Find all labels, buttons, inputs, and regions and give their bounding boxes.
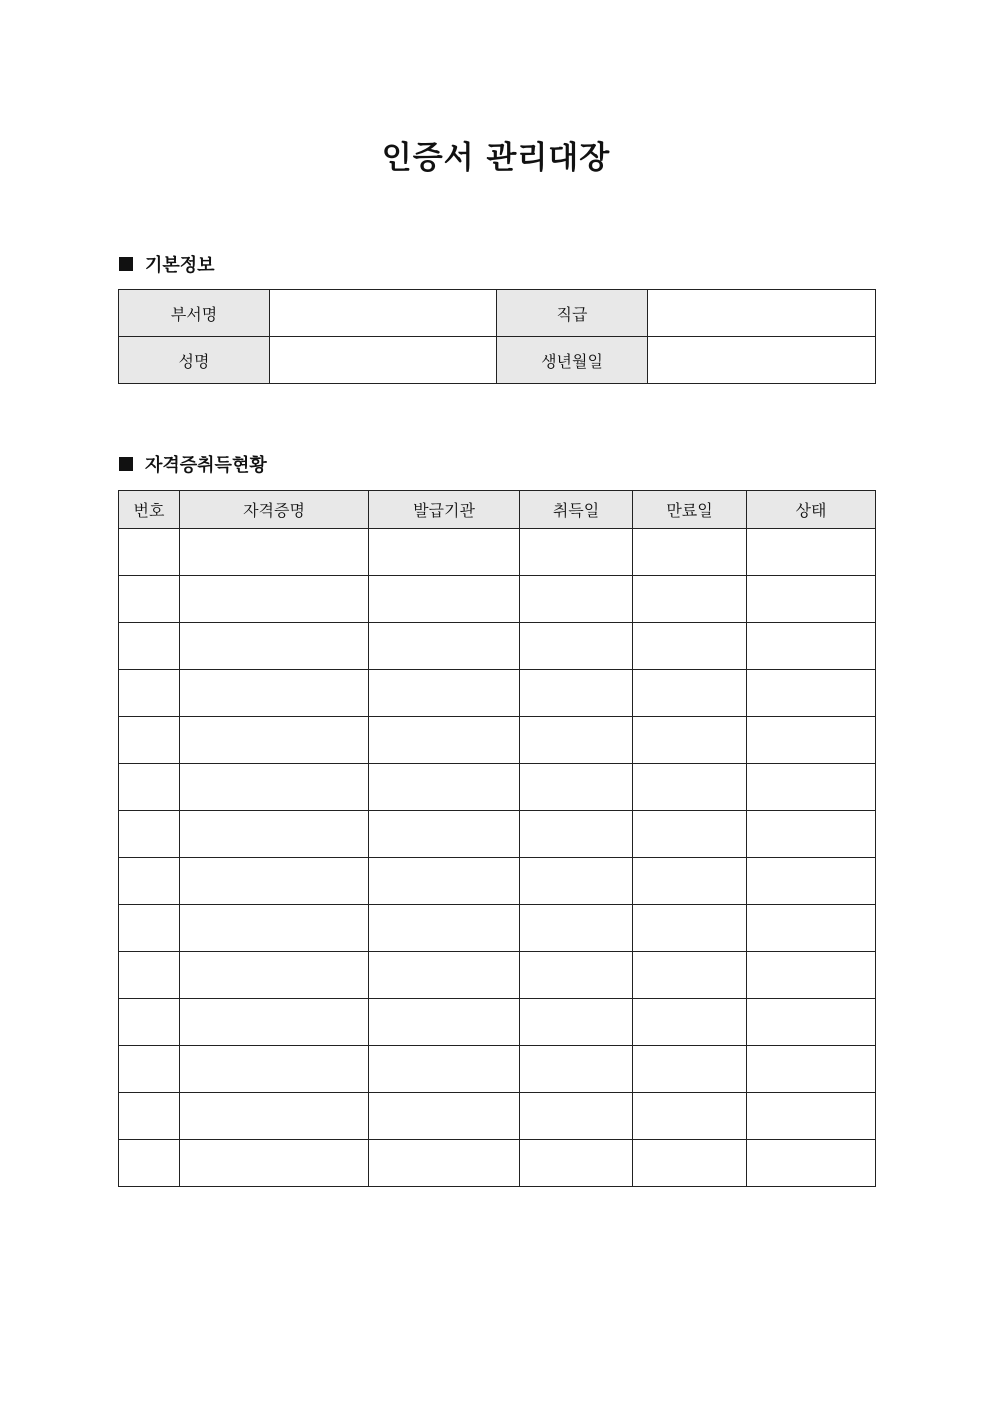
status-cell[interactable] <box>747 623 876 670</box>
acquired-date-cell[interactable] <box>520 717 633 764</box>
table-row <box>119 1046 876 1093</box>
issuer-cell[interactable] <box>369 529 520 576</box>
table-header-row <box>119 491 876 529</box>
status-cell[interactable] <box>747 999 876 1046</box>
acquired-date-cell[interactable] <box>520 999 633 1046</box>
table-row <box>119 811 876 858</box>
table-row <box>119 764 876 811</box>
section-heading-label: 자격증취득현황 <box>145 455 267 476</box>
certificate-name-cell[interactable] <box>180 623 369 670</box>
number-cell[interactable] <box>119 811 180 858</box>
birthdate-field[interactable] <box>648 337 876 384</box>
expiry-date-cell[interactable] <box>633 529 747 576</box>
issuer-cell[interactable] <box>369 764 520 811</box>
certificate-name-cell[interactable] <box>180 999 369 1046</box>
acquired-date-cell[interactable] <box>520 529 633 576</box>
table-row <box>119 623 876 670</box>
certificate-name-cell[interactable] <box>180 1093 369 1140</box>
issuer-cell[interactable] <box>369 858 520 905</box>
birthdate-label: 생년월일 <box>497 337 648 384</box>
certificate-name-cell[interactable] <box>180 858 369 905</box>
column-header-status: 상태 <box>747 491 876 529</box>
certification-table <box>118 490 876 1187</box>
status-cell[interactable] <box>747 1140 876 1187</box>
acquired-date-cell[interactable] <box>520 1140 633 1187</box>
expiry-date-cell[interactable] <box>633 670 747 717</box>
certificate-name-cell[interactable] <box>180 717 369 764</box>
certificate-name-cell[interactable] <box>180 529 369 576</box>
name-label: 성명 <box>119 337 270 384</box>
square-bullet-icon <box>119 257 133 271</box>
acquired-date-cell[interactable] <box>520 811 633 858</box>
page-title: 인증서 관리대장 <box>381 140 611 176</box>
name-field[interactable] <box>270 337 497 384</box>
status-cell[interactable] <box>747 764 876 811</box>
acquired-date-cell[interactable] <box>520 1093 633 1140</box>
issuer-cell[interactable] <box>369 999 520 1046</box>
certificate-name-cell[interactable] <box>180 576 369 623</box>
certificate-name-cell[interactable] <box>180 952 369 999</box>
status-cell[interactable] <box>747 670 876 717</box>
status-cell[interactable] <box>747 905 876 952</box>
number-cell[interactable] <box>119 717 180 764</box>
column-header-issuer: 발급기관 <box>369 491 520 529</box>
table-row <box>119 717 876 764</box>
expiry-date-cell[interactable] <box>633 952 747 999</box>
issuer-cell[interactable] <box>369 905 520 952</box>
issuer-cell[interactable] <box>369 1093 520 1140</box>
expiry-date-cell[interactable] <box>633 1140 747 1187</box>
status-cell[interactable] <box>747 1046 876 1093</box>
table-row <box>119 290 876 337</box>
expiry-date-cell[interactable] <box>633 576 747 623</box>
column-header-certificate-name: 자격증명 <box>180 491 369 529</box>
certification-table-body <box>119 529 876 1187</box>
basic-info-table <box>118 289 876 384</box>
number-cell[interactable] <box>119 529 180 576</box>
column-header-acquired-date: 취득일 <box>520 491 633 529</box>
expiry-date-cell[interactable] <box>633 764 747 811</box>
column-header-number: 번호 <box>119 491 180 529</box>
issuer-cell[interactable] <box>369 576 520 623</box>
table-row <box>119 529 876 576</box>
issuer-cell[interactable] <box>369 1046 520 1093</box>
number-cell[interactable] <box>119 858 180 905</box>
table-row <box>119 1140 876 1187</box>
acquired-date-cell[interactable] <box>520 1046 633 1093</box>
status-cell[interactable] <box>747 1093 876 1140</box>
expiry-date-cell[interactable] <box>633 1093 747 1140</box>
acquired-date-cell[interactable] <box>520 858 633 905</box>
section-heading-basic-info <box>119 252 215 276</box>
number-cell[interactable] <box>119 764 180 811</box>
issuer-cell[interactable] <box>369 623 520 670</box>
status-cell[interactable] <box>747 858 876 905</box>
number-cell[interactable] <box>119 952 180 999</box>
table-row <box>119 576 876 623</box>
number-cell[interactable] <box>119 576 180 623</box>
acquired-date-cell[interactable] <box>520 905 633 952</box>
status-cell[interactable] <box>747 952 876 999</box>
certificate-name-cell[interactable] <box>180 1140 369 1187</box>
expiry-date-cell[interactable] <box>633 717 747 764</box>
expiry-date-cell[interactable] <box>633 1046 747 1093</box>
department-label: 부서명 <box>119 290 270 337</box>
section-heading-label: 기본정보 <box>145 255 215 276</box>
acquired-date-cell[interactable] <box>520 952 633 999</box>
table-row <box>119 1093 876 1140</box>
issuer-cell[interactable] <box>369 811 520 858</box>
square-bullet-icon <box>119 457 133 471</box>
acquired-date-cell[interactable] <box>520 764 633 811</box>
expiry-date-cell[interactable] <box>633 905 747 952</box>
certificate-name-cell[interactable] <box>180 670 369 717</box>
issuer-cell[interactable] <box>369 670 520 717</box>
acquired-date-cell[interactable] <box>520 576 633 623</box>
table-row <box>119 670 876 717</box>
certificate-name-cell[interactable] <box>180 905 369 952</box>
status-cell[interactable] <box>747 529 876 576</box>
number-cell[interactable] <box>119 623 180 670</box>
issuer-cell[interactable] <box>369 952 520 999</box>
number-cell[interactable] <box>119 1140 180 1187</box>
status-cell[interactable] <box>747 811 876 858</box>
table-row <box>119 952 876 999</box>
certificate-name-cell[interactable] <box>180 764 369 811</box>
table-row <box>119 337 876 384</box>
issuer-cell[interactable] <box>369 717 520 764</box>
section-heading-certifications <box>119 452 267 476</box>
number-cell[interactable] <box>119 670 180 717</box>
table-row <box>119 999 876 1046</box>
column-header-expiry-date: 만료일 <box>633 491 747 529</box>
status-cell[interactable] <box>747 717 876 764</box>
expiry-date-cell[interactable] <box>633 858 747 905</box>
certificate-name-cell[interactable] <box>180 811 369 858</box>
table-row <box>119 905 876 952</box>
table-row <box>119 858 876 905</box>
department-field[interactable] <box>270 290 497 337</box>
position-field[interactable] <box>648 290 876 337</box>
acquired-date-cell[interactable] <box>520 670 633 717</box>
expiry-date-cell[interactable] <box>633 811 747 858</box>
number-cell[interactable] <box>119 1093 180 1140</box>
status-cell[interactable] <box>747 576 876 623</box>
expiry-date-cell[interactable] <box>633 623 747 670</box>
number-cell[interactable] <box>119 905 180 952</box>
expiry-date-cell[interactable] <box>633 999 747 1046</box>
position-label: 직급 <box>497 290 648 337</box>
certificate-name-cell[interactable] <box>180 1046 369 1093</box>
number-cell[interactable] <box>119 1046 180 1093</box>
acquired-date-cell[interactable] <box>520 623 633 670</box>
issuer-cell[interactable] <box>369 1140 520 1187</box>
number-cell[interactable] <box>119 999 180 1046</box>
